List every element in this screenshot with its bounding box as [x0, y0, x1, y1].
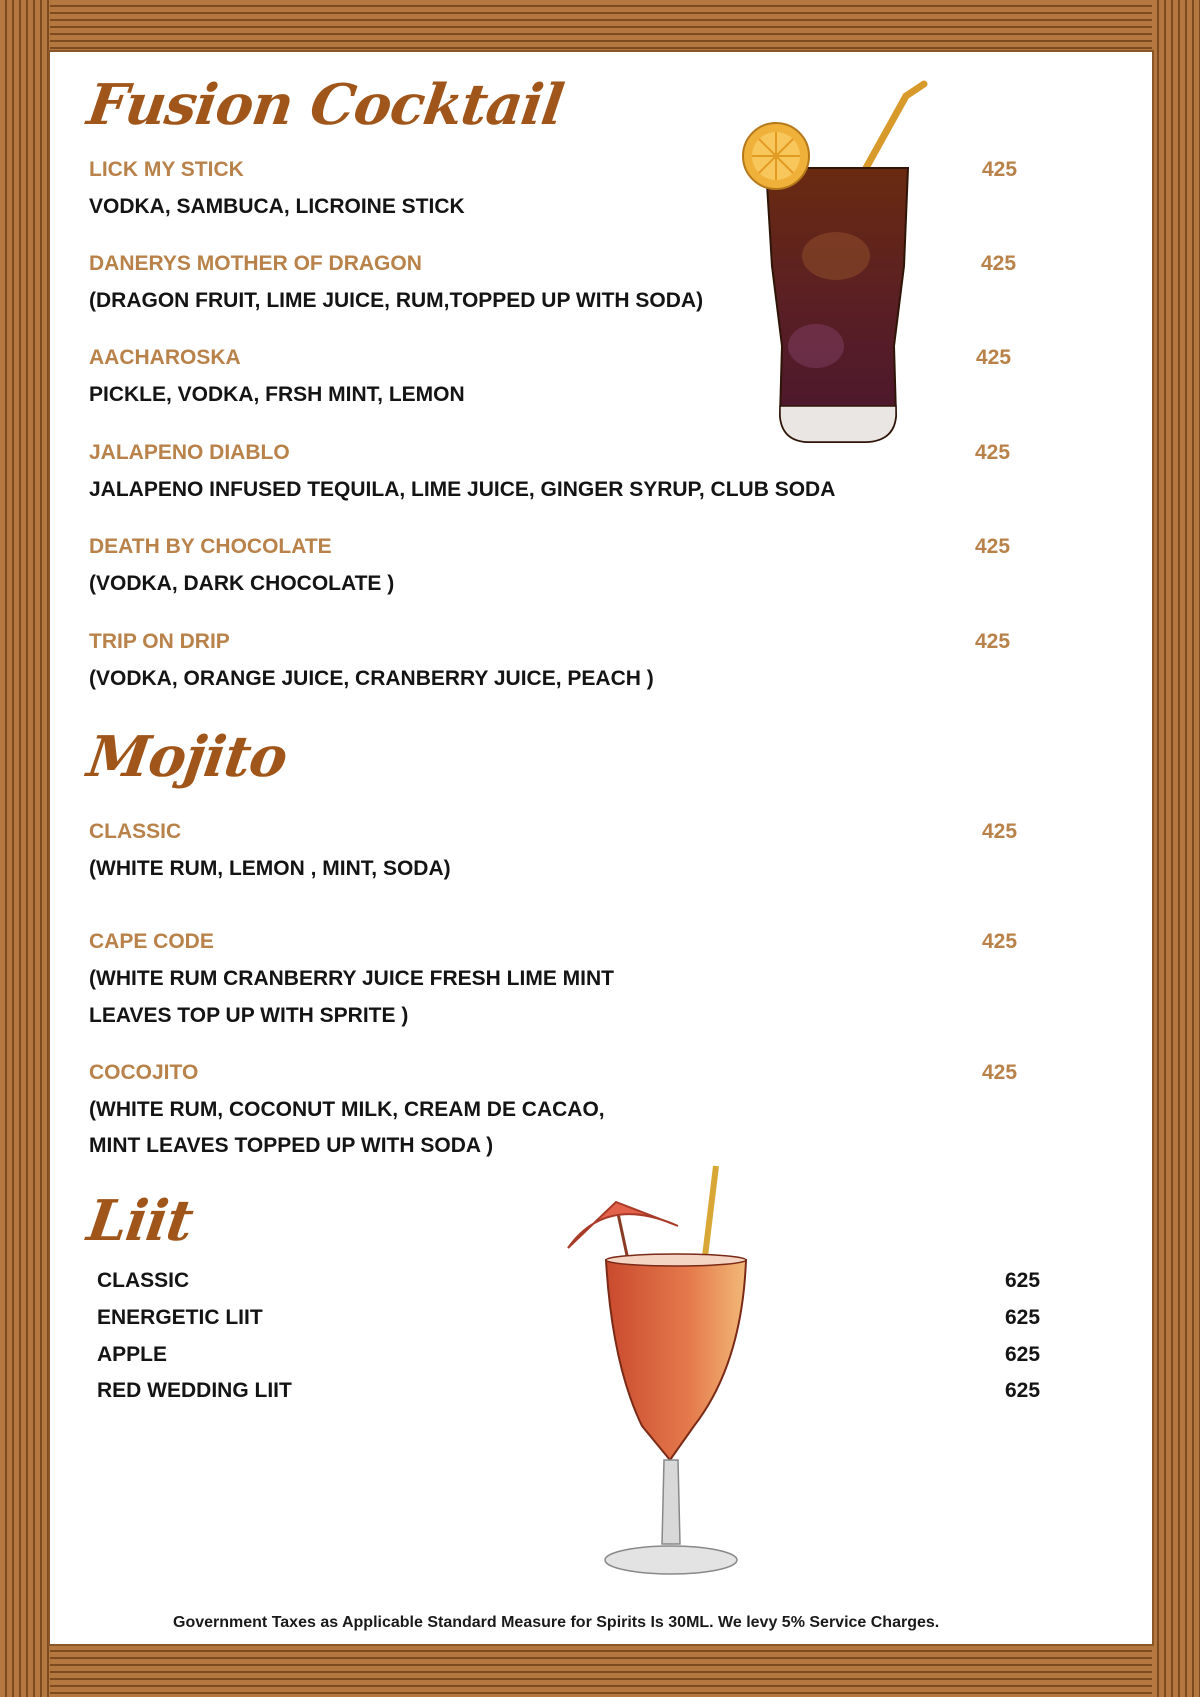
liit-item-price: 625	[1005, 1269, 1041, 1292]
item-description: LEAVES TOP UP WITH SPRITE )	[89, 1004, 409, 1027]
item-name: JALAPENO DIABLO	[89, 441, 290, 464]
item-description: (WHITE RUM CRANBERRY JUICE FRESH LIME MINT	[89, 967, 614, 990]
liit-item-price: 625	[1005, 1379, 1041, 1402]
item-price: 425	[975, 630, 1011, 653]
iced-drink-illustration	[736, 76, 936, 446]
frame-bottom-border	[0, 1645, 1200, 1697]
footer-note: Government Taxes as Applicable Standard Measure for Spirits Is 30ML. We levy 5% Service Charges.	[173, 1614, 940, 1631]
item-price: 425	[982, 820, 1018, 843]
item-description: JALAPENO INFUSED TEQUILA, LIME JUICE, GINGER SYRUP, CLUB SODA	[89, 478, 836, 501]
item-name: DEATH BY CHOCOLATE	[89, 535, 332, 558]
item-description: VODKA, SAMBUCA, LICROINE STICK	[89, 195, 465, 218]
frame-top-border	[0, 0, 1200, 50]
item-description: (WHITE RUM, COCONUT MILK, CREAM DE CACAO,	[89, 1098, 605, 1121]
liit-item-price: 625	[1005, 1343, 1041, 1366]
item-price: 425	[981, 252, 1017, 275]
item-description: (VODKA, DARK CHOCOLATE )	[89, 572, 395, 595]
liit-item-name: ENERGETIC LIIT	[97, 1306, 263, 1329]
item-name: CAPE CODE	[89, 930, 214, 953]
item-description: (WHITE RUM, LEMON , MINT, SODA)	[89, 857, 451, 880]
section-title-fusion-cocktail: Fusion Cocktail	[83, 72, 568, 138]
liit-item-name: APPLE	[97, 1343, 168, 1366]
liit-item-price: 625	[1005, 1306, 1041, 1329]
section-title-mojito: Mojito	[83, 724, 291, 790]
frame-left-border	[0, 0, 50, 1697]
item-description: MINT LEAVES TOPPED UP WITH SODA )	[89, 1134, 494, 1157]
section-title-liit: Liit	[83, 1188, 197, 1254]
item-price: 425	[982, 158, 1018, 181]
frame-right-border	[1152, 0, 1200, 1697]
item-price: 425	[975, 441, 1011, 464]
item-price: 425	[976, 346, 1012, 369]
item-price: 425	[975, 535, 1011, 558]
item-price: 425	[982, 930, 1018, 953]
liit-item-name: CLASSIC	[97, 1269, 190, 1292]
item-name: AACHAROSKA	[89, 346, 241, 369]
item-description: (DRAGON FRUIT, LIME JUICE, RUM,TOPPED UP WITH SODA)	[89, 289, 704, 312]
item-name: TRIP ON DRIP	[89, 630, 230, 653]
item-name: LICK MY STICK	[89, 158, 244, 181]
liit-item-name: RED WEDDING LIIT	[97, 1379, 292, 1402]
item-description: (VODKA, ORANGE JUICE, CRANBERRY JUICE, PEACH )	[89, 667, 654, 690]
item-description: PICKLE, VODKA, FRSH MINT, LEMON	[89, 383, 465, 406]
item-price: 425	[982, 1061, 1018, 1084]
item-name: DANERYS MOTHER OF DRAGON	[89, 252, 422, 275]
item-name: CLASSIC	[89, 820, 182, 843]
umbrella-cocktail-illustration	[566, 1164, 766, 1582]
item-name: COCOJITO	[89, 1061, 199, 1084]
